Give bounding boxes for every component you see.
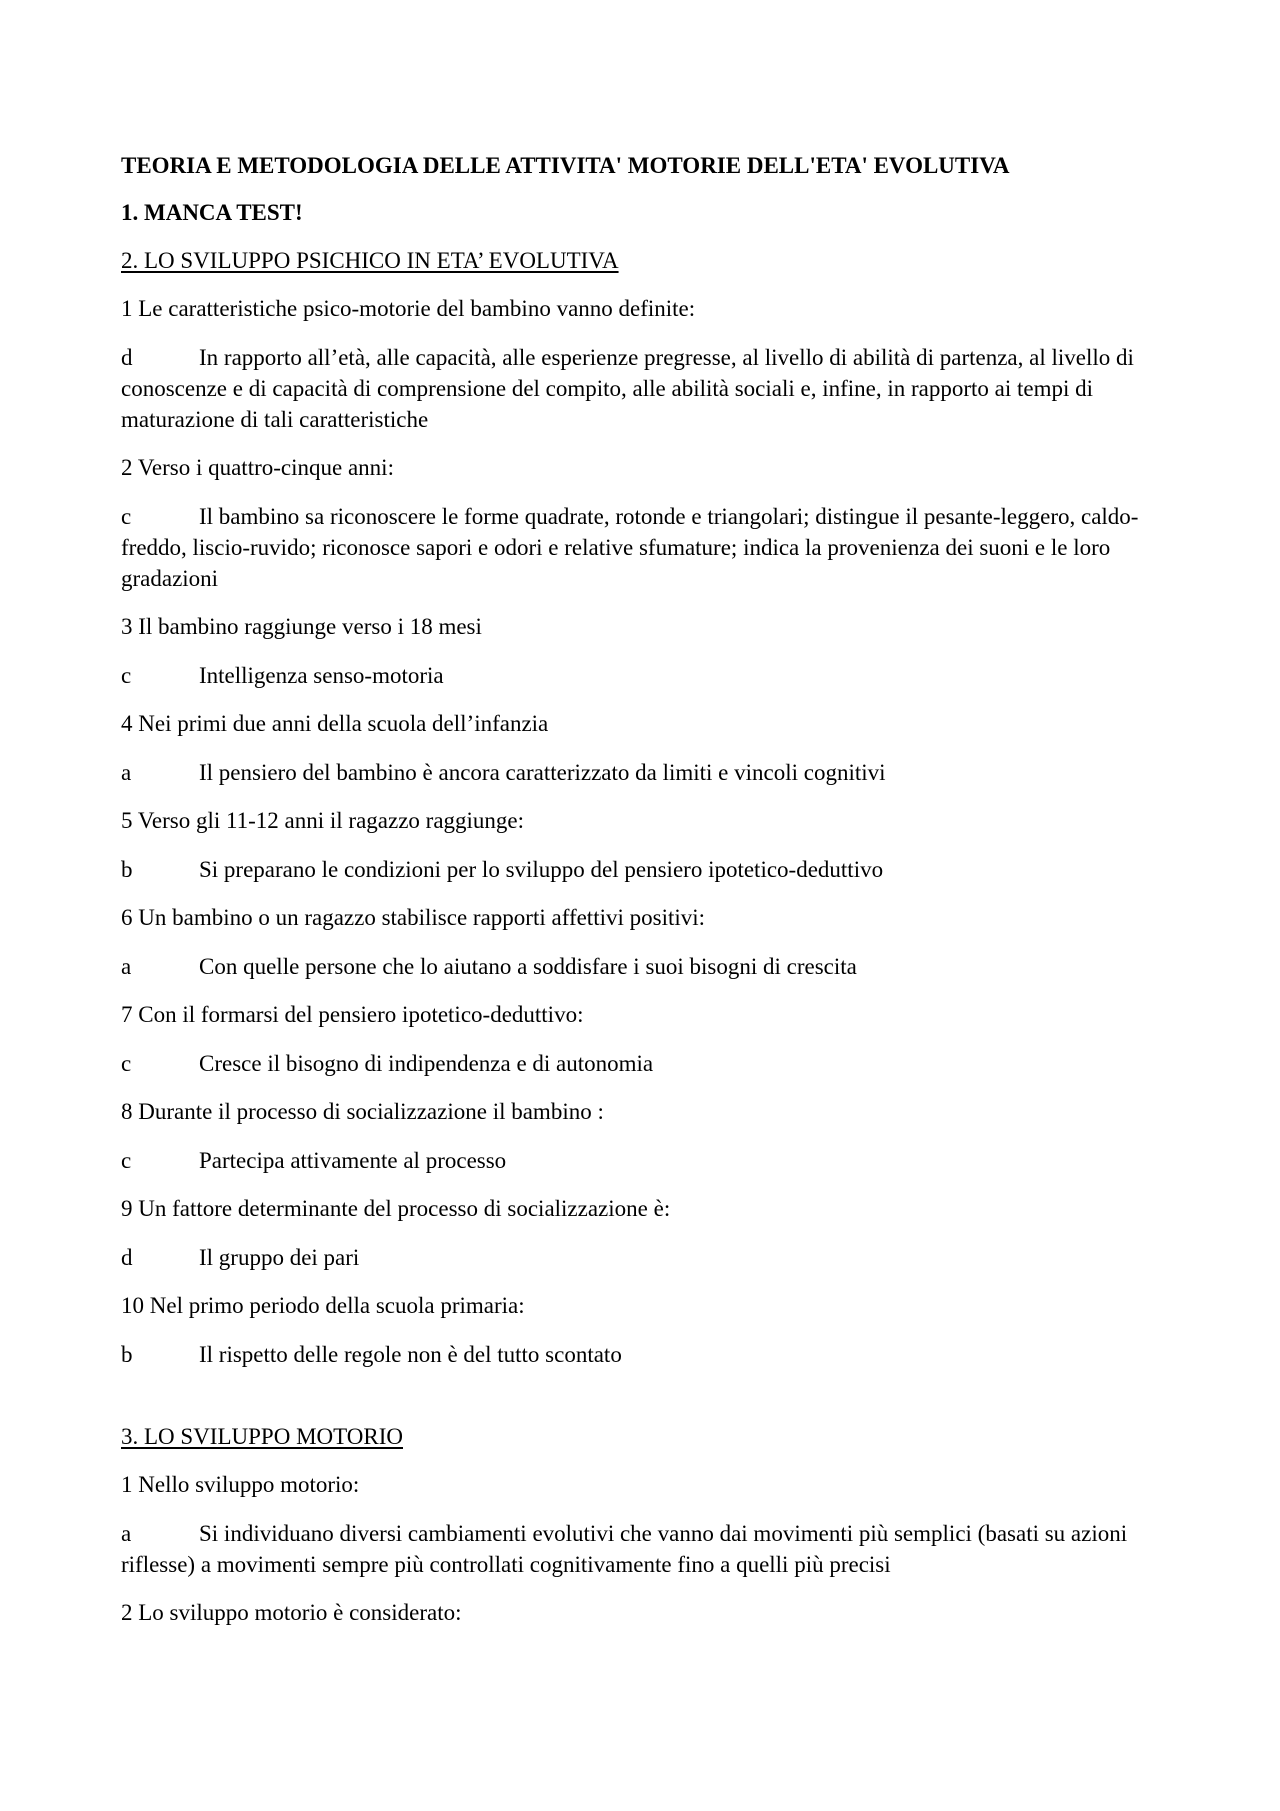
answer: [121, 757, 1161, 788]
section-heading-text: 3. LO SVILUPPO MOTORIO: [121, 1424, 403, 1449]
answer: [121, 501, 1161, 594]
answer: [121, 1048, 1161, 1079]
document-title: TEORIA E METODOLOGIA DELLE ATTIVITA' MOTORIE DELL'ETA' EVOLUTIVA: [121, 153, 1010, 178]
answer: [121, 1339, 1161, 1370]
answer-letter: d: [121, 345, 133, 370]
question: 4 Nei primi due anni della scuola dell’infanzia: [121, 711, 549, 736]
question: 1 Nello sviluppo motorio:: [121, 1472, 360, 1497]
document-body: [121, 151, 1161, 1628]
answer: [121, 342, 1161, 435]
question: 5 Verso gli 11-12 anni il ragazzo raggiunge:: [121, 808, 525, 833]
answer-text: Con quelle persone che lo aiutano a soddisfare i suoi bisogni di crescita: [199, 954, 857, 979]
answer-letter: a: [121, 760, 132, 785]
question: 2 Verso i quattro-cinque anni:: [121, 455, 394, 480]
question: 9 Un fattore determinante del processo di socializzazione è:: [121, 1196, 671, 1221]
answer-text: Cresce il bisogno di indipendenza e di autonomia: [199, 1051, 654, 1076]
section-heading: [121, 1422, 1161, 1452]
section-heading: [121, 246, 1161, 276]
question: 3 Il bambino raggiunge verso i 18 mesi: [121, 614, 482, 639]
answer-letter: c: [121, 1148, 132, 1173]
answer-text: Il bambino sa riconoscere le forme quadrate, rotonde e triangolari; distingue il pesante-leggero, caldo-freddo, liscio-ruvido; riconosce sapori e odori e relative sfumature; indica la provenienza dei suoni e le loro gradazioni: [121, 504, 1139, 591]
answer-text: Si preparano le condizioni per lo sviluppo del pensiero ipotetico-deduttivo: [199, 857, 884, 882]
answer: [121, 1242, 1161, 1273]
answer-text: In rapporto all’età, alle capacità, alle esperienze pregresse, al livello di abilità di partenza, al livello di conoscenze e di capacità di comprensione del compito, alle abilità sociali e, infine, in rapporto ai tempi di maturazione di tali caratteristiche: [121, 345, 1134, 432]
answer: [121, 660, 1161, 691]
answer-letter: a: [121, 954, 132, 979]
answer-letter: b: [121, 857, 133, 882]
answer: [121, 854, 1161, 885]
answer-text: Si individuano diversi cambiamenti evolutivi che vanno dai movimenti più semplici (basati su azioni riflesse) a movimenti sempre più controllati cognitivamente fino a quelli più precisi: [121, 1521, 1128, 1577]
question: 6 Un bambino o un ragazzo stabilisce rapporti affettivi positivi:: [121, 905, 706, 930]
answer-letter: c: [121, 504, 132, 529]
answer-letter: b: [121, 1342, 133, 1367]
answer-text: Il pensiero del bambino è ancora caratterizzato da limiti e vincoli cognitivi: [199, 760, 886, 785]
document-subtitle: 1. MANCA TEST!: [121, 200, 303, 225]
answer: [121, 951, 1161, 982]
answer-letter: c: [121, 663, 132, 688]
section-heading-text: 2. LO SVILUPPO PSICHICO IN ETA’ EVOLUTIVA: [121, 248, 619, 273]
answer-text: Il rispetto delle regole non è del tutto scontato: [199, 1342, 622, 1367]
question: 8 Durante il processo di socializzazione il bambino :: [121, 1099, 604, 1124]
answer: [121, 1145, 1161, 1176]
question: 2 Lo sviluppo motorio è considerato:: [121, 1600, 462, 1625]
answer-text: Partecipa attivamente al processo: [199, 1148, 507, 1173]
question: 1 Le caratteristiche psico-motorie del bambino vanno definite:: [121, 296, 696, 321]
answer-text: Il gruppo dei pari: [199, 1245, 360, 1270]
question: 7 Con il formarsi del pensiero ipotetico-deduttivo:: [121, 1002, 584, 1027]
answer-text: Intelligenza senso-motoria: [199, 663, 444, 688]
answer-letter: c: [121, 1051, 132, 1076]
answer-letter: a: [121, 1521, 132, 1546]
question: 10 Nel primo periodo della scuola primaria:: [121, 1293, 525, 1318]
answer-letter: d: [121, 1245, 133, 1270]
answer: [121, 1518, 1161, 1580]
